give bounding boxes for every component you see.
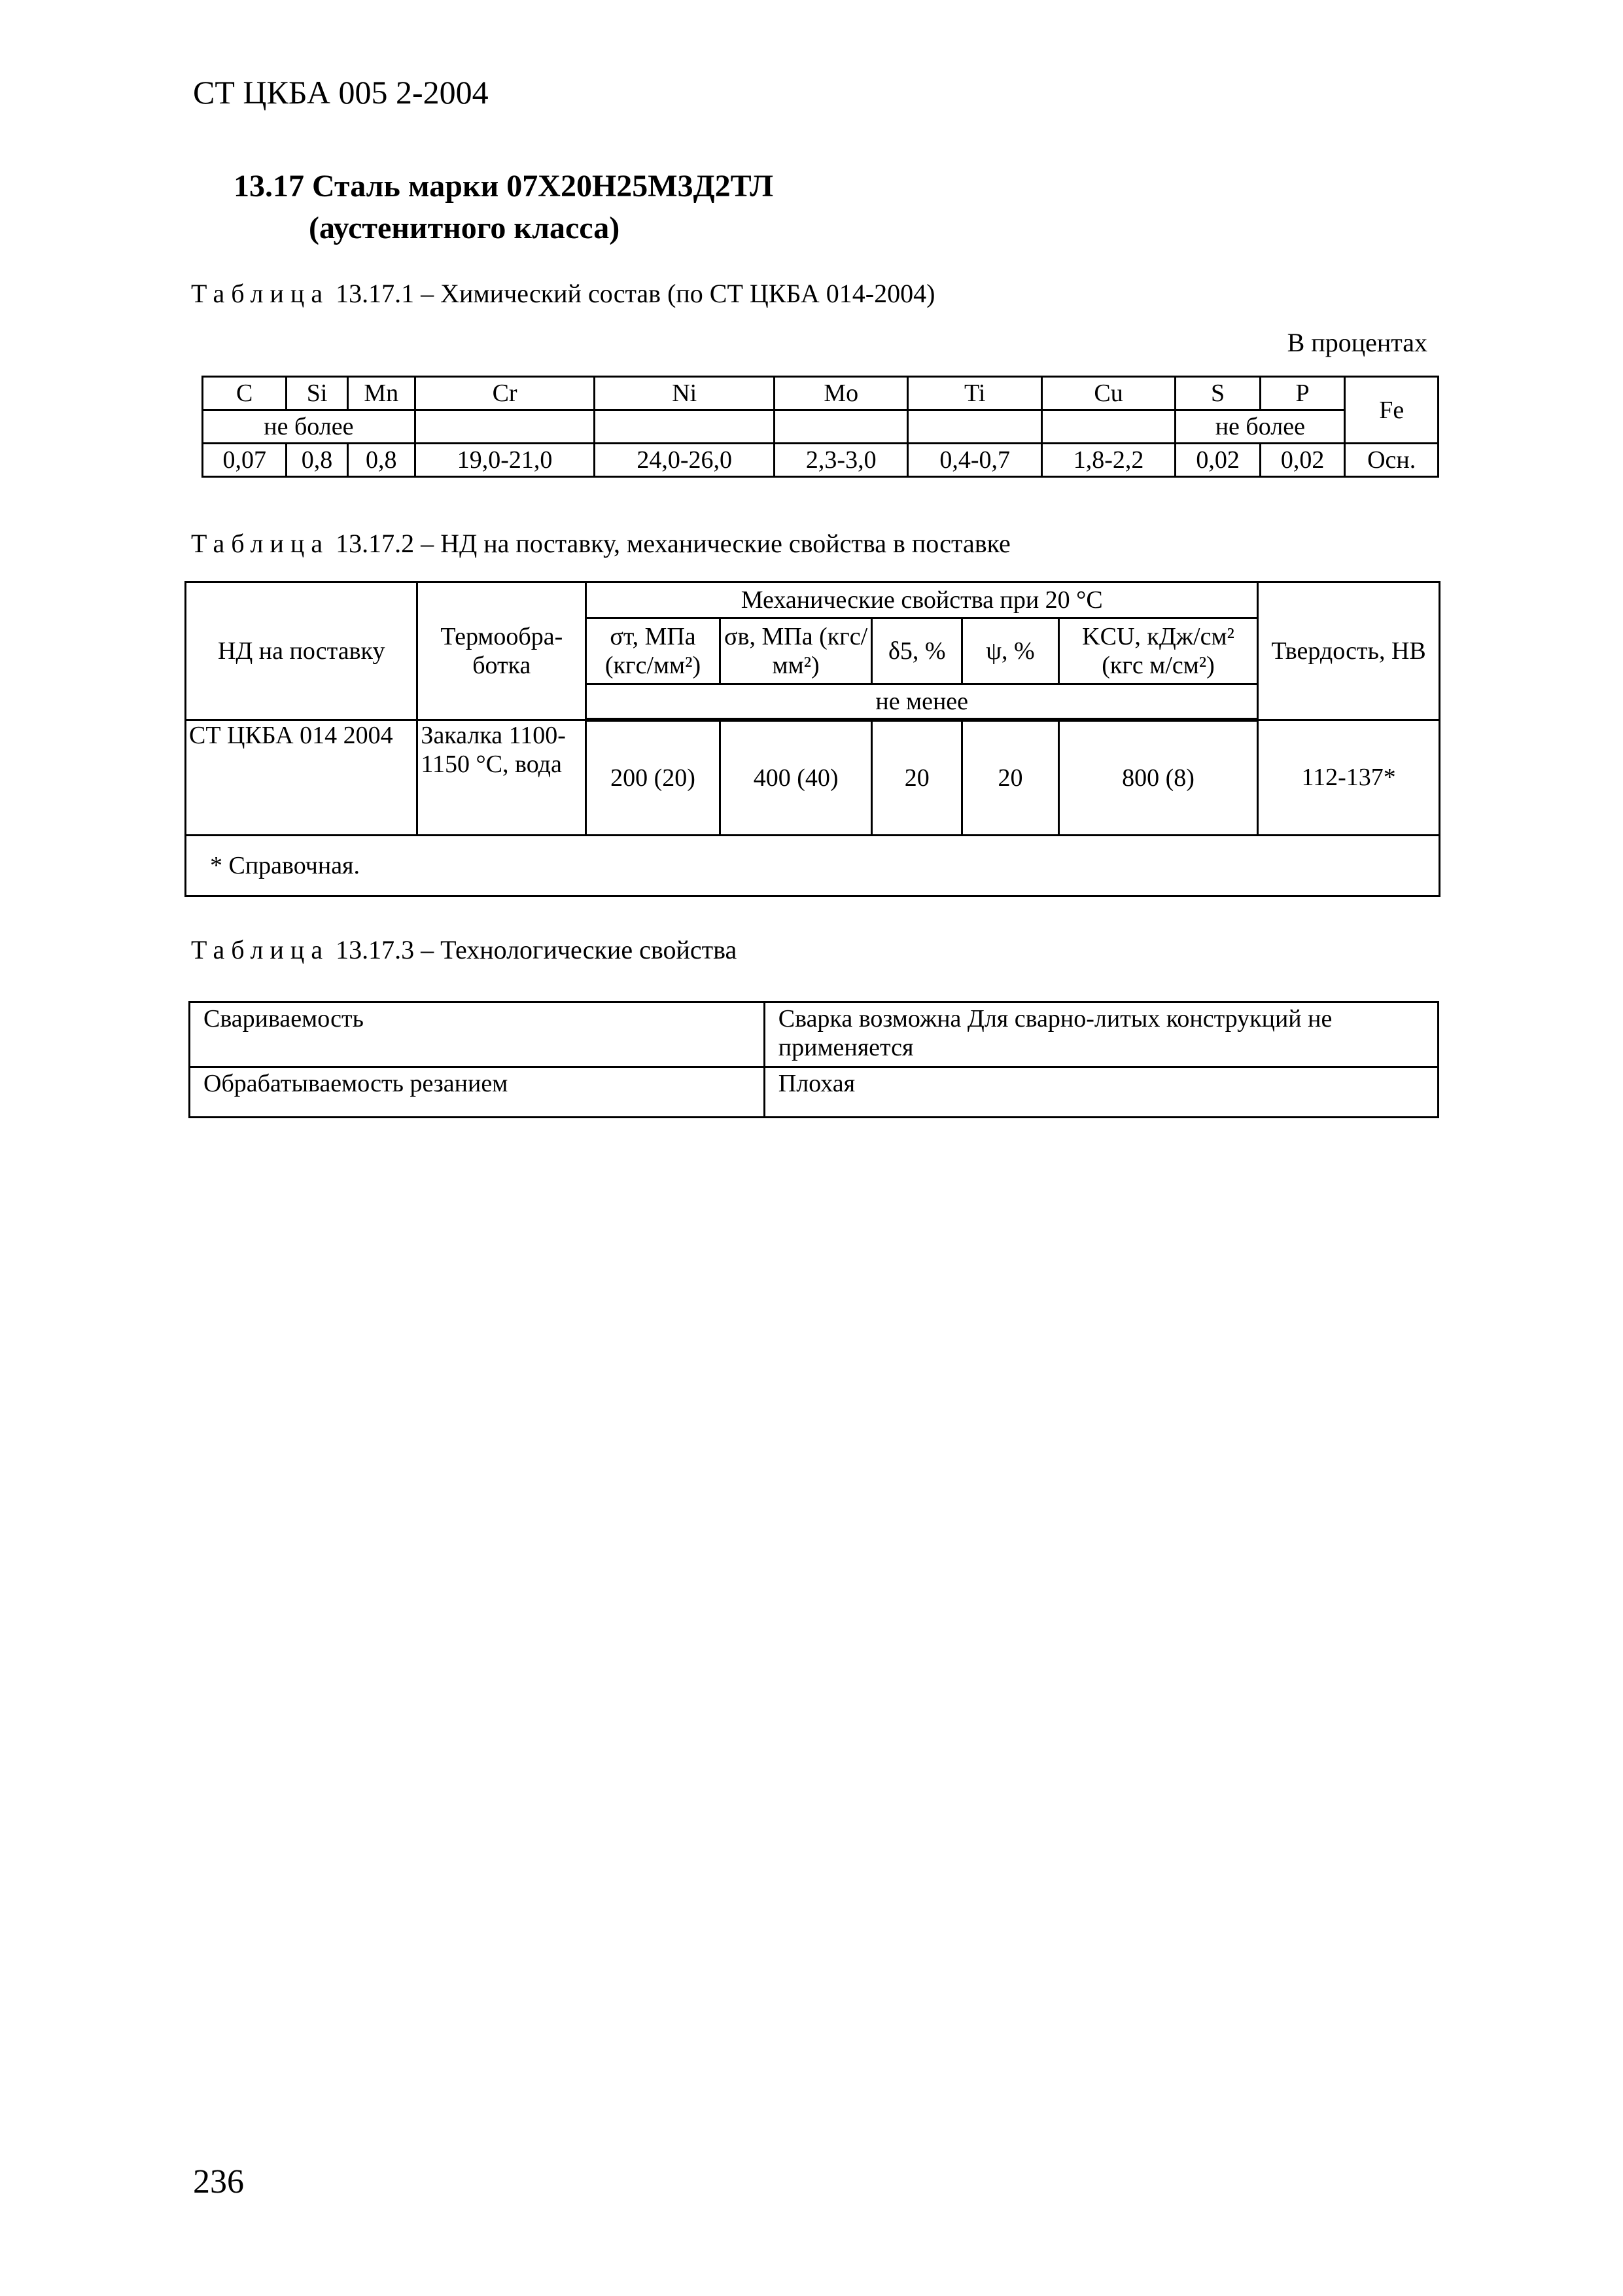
document-code: СТ ЦКБА 005 2-2004 (193, 74, 489, 111)
table2-cell-elongation: 20 (872, 720, 962, 836)
table2-header-yield-strength: σт, МПа (кгс/мм²) (586, 618, 720, 684)
table3-value-cell: Плохая (764, 1067, 1438, 1118)
table2-caption-word: Таблица (191, 529, 330, 558)
table1-caption-text: 13.17.1 – Химический состав (по СТ ЦКБА 014-2004) (329, 279, 935, 308)
table1-header-cell: Cu (1041, 377, 1175, 410)
table1-header-cell: Cr (415, 377, 595, 410)
table2-caption-text: 13.17.2 – НД на поставку, механические свойства в поставке (329, 529, 1011, 558)
table1-header-cell: P (1260, 377, 1345, 410)
table2-cell-heat: Закалка 1100-1150 °С, вода (417, 720, 586, 836)
table3-caption-word: Таблица (191, 935, 330, 964)
table1-value-cell: 0,02 (1260, 444, 1345, 477)
table1-header-cell: Ni (595, 377, 775, 410)
table1-empty-cell (908, 410, 1041, 444)
table2-header-impact: KCU, кДж/см² (кгс м/см²) (1058, 618, 1257, 684)
table1-header-cell: Ti (908, 377, 1041, 410)
section-title-line2: (аустенитного класса) (309, 211, 620, 245)
table1-unit-note: В процентах (1287, 328, 1427, 357)
table-row (190, 1002, 1439, 1067)
table1-value-cell: Осн. (1345, 444, 1439, 477)
table2-footnote: * Справочная. (186, 836, 1440, 896)
table1-max-label-left: не более (203, 410, 415, 444)
table2-header-mechanical: Механические свойства при 20 °С (586, 582, 1258, 618)
table1-value-cell: 24,0-26,0 (595, 444, 775, 477)
table3-property-cell: Свариваемость (190, 1002, 765, 1067)
table2-header-nd: НД на поставку (186, 582, 417, 720)
table1-header-cell: C (203, 377, 287, 410)
table1-value-row (203, 444, 1439, 477)
table1-empty-cell (595, 410, 775, 444)
table2-header-tensile-strength: σв, МПа (кгс/мм²) (720, 618, 872, 684)
table1-empty-cell (775, 410, 908, 444)
section-title-line1: 13.17 Сталь марки 07Х20Н25М3Д2ТЛ (234, 169, 774, 203)
table3-value-cell: Сварка возможна Для сварно-литых конструкций не применяется (764, 1002, 1438, 1067)
table2-caption (191, 528, 1011, 559)
table1-value-cell: 0,02 (1176, 444, 1261, 477)
technological-properties-table (188, 1001, 1439, 1118)
table-row (190, 1067, 1439, 1118)
table1-caption (191, 278, 935, 309)
table1-header-cell: Si (287, 377, 347, 410)
table1-header-cell: Fe (1345, 377, 1439, 444)
table2-cell-tensile: 400 (40) (720, 720, 872, 836)
mechanical-properties-table (184, 581, 1440, 897)
table1-max-label-right: не более (1176, 410, 1345, 444)
table2-cell-reduction: 20 (962, 720, 1059, 836)
table2-footnote-row (186, 836, 1440, 896)
table1-value-cell: 0,4-0,7 (908, 444, 1041, 477)
table2-header-heat-treatment: Термообра-ботка (417, 582, 586, 720)
table2-header-row-1 (186, 582, 1440, 618)
page-number: 236 (193, 2163, 244, 2200)
table1-value-cell: 0,8 (347, 444, 415, 477)
table1-value-cell: 2,3-3,0 (775, 444, 908, 477)
table1-header-cell: Mn (347, 377, 415, 410)
table2-cell-hardness: 112-137* (1258, 720, 1440, 836)
table1-value-cell: 0,8 (287, 444, 347, 477)
table1-header-cell: S (1176, 377, 1261, 410)
table1-value-cell: 1,8-2,2 (1041, 444, 1175, 477)
table3-caption-text: 13.17.3 – Технологические свойства (329, 935, 737, 964)
table1-limit-row (203, 410, 1439, 444)
table2-cell-yield: 200 (20) (586, 720, 720, 836)
table1-header-row (203, 377, 1439, 410)
table1-value-cell: 0,07 (203, 444, 287, 477)
table2-min-label: не менее (586, 684, 1258, 720)
table2-header-reduction: ψ, % (962, 618, 1059, 684)
table1-value-cell: 19,0-21,0 (415, 444, 595, 477)
table3-caption (191, 934, 737, 965)
table1-empty-cell (1041, 410, 1175, 444)
table-row (186, 720, 1440, 836)
table1-header-cell: Mo (775, 377, 908, 410)
table1-caption-word: Таблица (191, 279, 330, 308)
table1-empty-cell (415, 410, 595, 444)
table2-cell-impact: 800 (8) (1058, 720, 1257, 836)
table3-property-cell: Обрабатываемость резанием (190, 1067, 765, 1118)
table2-header-hardness: Твердость, НВ (1258, 582, 1440, 720)
table2-cell-nd: СТ ЦКБА 014 2004 (186, 720, 417, 836)
chemical-composition-table (201, 376, 1439, 478)
section-title (234, 166, 773, 249)
table2-header-elongation: δ5, % (872, 618, 962, 684)
